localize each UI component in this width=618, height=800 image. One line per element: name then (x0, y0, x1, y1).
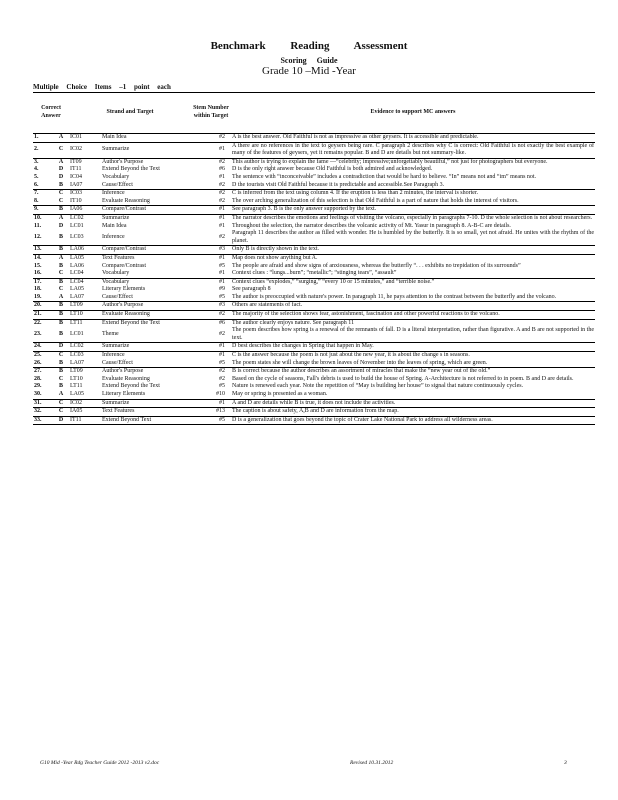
evidence-text: A is the best answer. Old Faithful is not as impressive as other geysers. It is accessible and predictable. (231, 134, 595, 143)
stem-number: #5 (191, 416, 231, 425)
stem-number: #5 (191, 294, 231, 302)
target-code: LC01 (70, 222, 84, 229)
table-row (33, 270, 595, 278)
question-number: 30. (33, 391, 53, 399)
correct-answer: D (58, 222, 64, 229)
stem-number: #2 (219, 158, 226, 165)
target-code: IT09 (70, 158, 82, 165)
correct-answer: B (58, 278, 63, 285)
evidence-text: The poem describes how spring is a renewal of the remnants of fall. D is a literal interpretation, rather than figurative. A and B are not supported in the text. (231, 327, 595, 343)
document-title: Benchmark Reading Assessment (210, 40, 408, 52)
correct-answer: B (53, 230, 69, 246)
strand-name: Cause/Effect (101, 182, 191, 190)
strand-name: Text Features (102, 254, 135, 261)
correct-answer: C (53, 408, 69, 417)
correct-answer: C (58, 286, 64, 293)
correct-answer: A (53, 294, 69, 302)
strand-name: Inference (102, 352, 125, 359)
header-correct-answer: Correct Answer (33, 93, 69, 134)
question-number: 32. (33, 408, 53, 417)
evidence-text: Only B is directly shown in the text. (231, 246, 595, 255)
scoring-table (33, 92, 595, 425)
stem-number: #5 (191, 360, 231, 368)
footer-filename: G10 Mid -Year Rdg Teacher Guide 2012 -2013 v2.doc (40, 760, 160, 766)
stem-number: #2 (191, 182, 231, 190)
strand-name: Author's Purpose (101, 302, 191, 311)
question-number: 15. (34, 262, 42, 269)
correct-answer: C (58, 190, 64, 197)
stem-number: #6 (219, 319, 226, 326)
table-header-row (33, 93, 595, 134)
document-subtitle: Scoring Guide (280, 56, 338, 65)
correct-answer: C (53, 270, 69, 278)
header-stem-number: Stem Number within Target (191, 93, 231, 134)
evidence-text: D is the only right answer because Old Faithful is both admired and acknowledged. (232, 166, 433, 173)
question-number: 31. (33, 399, 53, 408)
table-row (33, 214, 595, 222)
strand-name: Vocabulary (101, 270, 191, 278)
stem-number: #10 (191, 391, 231, 399)
target-code: LC04 (70, 278, 84, 285)
stem-number: #2 (191, 327, 231, 343)
stem-number: #1 (219, 214, 226, 221)
strand-name: Extend Beyond Text (101, 416, 191, 425)
strand-name: Extend Beyond the Text (102, 383, 160, 390)
question-number: 26. (33, 360, 53, 368)
evidence-text: The poem states she will change the brown leaves of November into the leaves of spring, which are green. (231, 360, 595, 368)
stem-number: #2 (191, 311, 231, 320)
table-row (33, 302, 595, 311)
target-code: LT09 (69, 302, 101, 311)
strand-name: Literary Elements (101, 391, 191, 399)
target-code: LC01 (69, 327, 101, 343)
evidence-text: The caption is about safety, A,B and D are information from the map. (231, 408, 595, 417)
stem-number: #2 (219, 368, 226, 375)
stem-number: #1 (219, 352, 226, 359)
question-number: 6. (33, 182, 53, 190)
question-number: 25. (34, 352, 42, 359)
correct-answer: B (58, 319, 63, 326)
stem-number: #2 (219, 190, 226, 197)
evidence-text: The majority of the selection shows fear, astonishment, fascination and other powerful reactions to the volcano. (231, 311, 595, 320)
evidence-text: B is correct because the author describes an assortment of miracles that make the “new year out of the old.” (232, 368, 491, 375)
question-number: 12. (33, 230, 53, 246)
evidence-text: Nature is renewed each year. Note the repetition of “May is building her house” to signal that nature continuously cycles. (232, 383, 524, 390)
correct-answer: B (53, 246, 69, 255)
evidence-text: The over arching generalization of this selection is that Old Faithful is a part of nature that holds the interest of visitors. (231, 198, 595, 206)
table-row (33, 286, 595, 294)
correct-answer: C (53, 142, 69, 158)
evidence-text: Context clues : “lungs...burn”; “metallic”; “stinging tears”, “assault” (231, 270, 595, 278)
correct-answer: C (58, 375, 64, 382)
footer-page-number: 3 (564, 760, 567, 766)
evidence-text: Context clues “explodes,” “surging,” “every 10 or 15 minutes,” and “terrible noise.” (232, 278, 435, 285)
table-row (33, 383, 595, 391)
correct-answer: B (58, 383, 63, 390)
table-row (33, 230, 595, 246)
evidence-text: A and D are details while B is true, it does not include the activities. (231, 399, 595, 408)
target-code: LC04 (69, 270, 101, 278)
correct-answer: D (58, 166, 64, 173)
correct-answer: B (53, 311, 69, 320)
stem-number: #1 (191, 399, 231, 408)
table-row (33, 399, 595, 408)
stem-number: #2 (191, 198, 231, 206)
strand-name: Author's Purpose (102, 368, 144, 375)
table-row (33, 360, 595, 368)
stem-number: #1 (219, 278, 226, 285)
stem-number: #1 (191, 270, 231, 278)
correct-answer: B (53, 327, 69, 343)
stem-number: #3 (191, 302, 231, 311)
correct-answer: B (53, 302, 69, 311)
target-code: IC02 (69, 399, 101, 408)
correct-answer: C (58, 352, 64, 359)
strand-name: Summarize (101, 142, 191, 158)
question-number: 17. (34, 278, 42, 285)
question-number: 7. (34, 190, 39, 197)
question-number: 28. (34, 375, 42, 382)
strand-name: Inference (101, 230, 191, 246)
evidence-text: Paragraph 11 describes the author as filled with wonder. He is humbled by the butterfly. It is so small, yet not afraid. He unites with the rhythm of the planet. (231, 230, 595, 246)
correct-answer: B (58, 262, 63, 269)
question-number: 3. (34, 158, 39, 165)
strand-name: Main Idea (101, 134, 191, 143)
evidence-text: The people are afraid and show signs of anxiousness, whereas the butterfly “. . . exhibits no trepidation of its surrounds” (232, 262, 521, 269)
evidence-text: C is the answer because the poem is not just about the new year, it is about the change s in seasons. (232, 352, 470, 359)
question-number: 16. (33, 270, 53, 278)
correct-answer: B (58, 368, 63, 375)
evidence-text: Throughout the selection, the narrator describes the volcanic activity of Mt. Yasur in paragraph 8. A-B-C are details. (232, 222, 511, 229)
evidence-text: This author is trying to explain the fame —“celebrity; impressive;unforgettably beautiful,” not just for photographers but everyone. (232, 158, 548, 165)
table-row (33, 142, 595, 158)
evidence-text: May or spring is presented as a woman. (231, 391, 595, 399)
stem-number: #1 (219, 222, 226, 229)
question-number: 29. (34, 383, 42, 390)
correct-answer: D (53, 343, 69, 352)
table-row (33, 206, 595, 215)
section-label: Multiple Choice Items –1 point each (33, 83, 171, 91)
target-code: LA06 (70, 262, 84, 269)
correct-answer: C (53, 399, 69, 408)
question-number: 24. (33, 343, 53, 352)
question-number: 11. (34, 222, 42, 229)
strand-name: Evaluate Reasoning (102, 375, 150, 382)
evidence-text: See paragraph 8 (232, 286, 271, 293)
question-number: 14. (34, 254, 42, 261)
stem-number: #2 (219, 375, 226, 382)
target-code: IT10 (69, 198, 101, 206)
table-row (33, 254, 595, 262)
grade-heading: Grade 10 –Mid -Year (262, 65, 356, 77)
target-code: LT11 (70, 319, 83, 326)
table-row (33, 408, 595, 417)
table-row (33, 166, 595, 174)
table-row (33, 134, 595, 143)
question-number: 13. (33, 246, 53, 255)
strand-name: Cause/Effect (101, 360, 191, 368)
correct-answer: A (58, 158, 64, 165)
target-code: IC02 (69, 142, 101, 158)
question-number: 4. (34, 166, 39, 173)
table-row (33, 416, 595, 425)
strand-name: Evaluate Reasoning (101, 311, 191, 320)
target-code: LC02 (69, 343, 101, 352)
stem-number: #1 (219, 173, 226, 180)
stem-number: #1 (191, 142, 231, 158)
strand-name: Vocabulary (102, 173, 130, 180)
table-row (33, 190, 595, 198)
header-evidence: Evidence to support MC answers (231, 93, 595, 134)
footer-revised: Revised 10.31.2012 (350, 760, 394, 766)
evidence-text: Based on the cycle of seasons, Fall's debris is used to build the house of Spring. A-Architecture is not referred to in poem. B and D are details. (232, 375, 574, 382)
question-number: 20. (33, 302, 53, 311)
table-row (33, 278, 595, 286)
strand-name: Literary Elements (102, 286, 146, 293)
correct-answer: C (53, 198, 69, 206)
question-number: 27. (34, 368, 42, 375)
target-code: LT10 (69, 311, 101, 320)
target-code: IA07 (69, 182, 101, 190)
strand-name: Cause/Effect (101, 294, 191, 302)
correct-answer: D (53, 416, 69, 425)
evidence-text: The author is preoccupied with nature's power. In paragraph 11, he pays attention to the contrast between the butterfly and the volcano. (231, 294, 595, 302)
strand-name: Extend Beyond the Text (102, 319, 160, 326)
target-code: IT11 (69, 416, 101, 425)
strand-name: Vocabulary (102, 278, 130, 285)
target-code: IC04 (70, 173, 82, 180)
stem-number: #13 (191, 408, 231, 417)
target-code: LC03 (70, 352, 84, 359)
strand-name: Theme (101, 327, 191, 343)
correct-answer: A (58, 214, 64, 221)
strand-name: Main Idea (102, 222, 127, 229)
stem-number: #5 (219, 262, 226, 269)
target-code: IC03 (70, 190, 82, 197)
correct-answer: B (53, 206, 69, 215)
correct-answer: A (53, 134, 69, 143)
strand-name: Evaluate Reasoning (101, 198, 191, 206)
target-code: LT11 (70, 383, 83, 390)
evidence-text: D is a generalization that goes beyond the topic of Crater Lake National Park to address all wilderness areas. (231, 416, 595, 425)
evidence-text: C is inferred from the text using column 4. If the eruption is less than 2 minutes, the interval is shorter. (232, 190, 479, 197)
strand-name: Compare/Contrast (102, 262, 146, 269)
target-code: LC02 (70, 214, 84, 221)
stem-number: #1 (191, 206, 231, 215)
evidence-text: The narrator describes the emotions and feelings of visiting the volcano, especially in paragraphs 7-10. D the whole selection is not about researchers. (232, 214, 593, 221)
target-code: LA05 (70, 254, 84, 261)
question-number: 21. (33, 311, 53, 320)
target-code: LT10 (70, 375, 83, 382)
table-row (33, 343, 595, 352)
table-row (33, 294, 595, 302)
table-row (33, 391, 595, 399)
evidence-text: D the tourists visit Old Faithful because it is predictable and accessible.See Paragraph 3. (231, 182, 595, 190)
stem-number: #1 (191, 343, 231, 352)
target-code: IA06 (69, 206, 101, 215)
table-row (33, 198, 595, 206)
table-row (33, 182, 595, 190)
target-code: IT11 (70, 166, 82, 173)
target-code: LA07 (69, 294, 101, 302)
question-number: 5. (34, 173, 39, 180)
target-code: LA05 (70, 286, 84, 293)
evidence-text: A there are no references in the text to geysers being rare. C paragraph 2 describes why C is correct: Old Faithful is not exactly the best example of many of the features of geysers, yet it remains popular. B and D are details but not summary-like. (231, 142, 595, 158)
question-number: 2. (33, 142, 53, 158)
question-number: 33. (33, 416, 53, 425)
correct-answer: A (53, 391, 69, 399)
table-row (33, 352, 595, 360)
stem-number: #9 (219, 286, 226, 293)
header-strand-target: Strand and Target (69, 93, 191, 134)
table-row (33, 174, 595, 182)
question-number: 8. (33, 198, 53, 206)
table-row (33, 223, 595, 231)
stem-number: #2 (191, 134, 231, 143)
question-number: 1. (33, 134, 53, 143)
stem-number: #5 (219, 383, 226, 390)
evidence-text: Map does not show anything but A. (232, 254, 318, 261)
evidence-text: The author clearly enjoys nature. See paragraph 11 (232, 319, 355, 326)
target-code: LA06 (69, 246, 101, 255)
stem-number: #3 (191, 246, 231, 255)
evidence-text: Others are statements of fact. (231, 302, 595, 311)
question-number: 10. (34, 214, 42, 221)
question-number: 23. (33, 327, 53, 343)
evidence-text: The sentence with “inconceivable” includes a contradiction that would be hard to believe. “In” means not and “im” means not. (232, 173, 537, 180)
strand-name: Text Features (101, 408, 191, 417)
strand-name: Compare/Contrast (101, 206, 191, 215)
target-code: LA05 (69, 391, 101, 399)
strand-name: Author's Purpose (102, 158, 144, 165)
target-code: IC01 (69, 134, 101, 143)
question-number: 18. (34, 286, 42, 293)
target-code: LC03 (69, 230, 101, 246)
evidence-text: D best describes the changes in Spring that happen in May. (231, 343, 595, 352)
strand-name: Inference (102, 190, 125, 197)
stem-number: #1 (219, 254, 226, 261)
correct-answer: A (58, 254, 64, 261)
strand-name: Summarize (101, 343, 191, 352)
strand-name: Summarize (101, 399, 191, 408)
table-row (33, 263, 595, 271)
correct-answer: D (58, 173, 64, 180)
target-code: LT09 (70, 368, 83, 375)
table-row (33, 368, 595, 376)
evidence-text: See paragraph 3. B is the only answer supported by the text. (231, 206, 595, 215)
stem-number: #2 (191, 230, 231, 246)
question-number: 9. (33, 206, 53, 215)
stem-number: #6 (219, 166, 226, 173)
question-number: 19. (33, 294, 53, 302)
correct-answer: B (53, 182, 69, 190)
strand-name: Summarize (102, 214, 130, 221)
table-row (33, 311, 595, 320)
target-code: LA07 (69, 360, 101, 368)
correct-answer: B (53, 360, 69, 368)
question-number: 22. (34, 319, 42, 326)
table-row (33, 246, 595, 255)
strand-name: Extend Beyond the Text (102, 166, 160, 173)
table-row (33, 327, 595, 343)
strand-name: Compare/Contrast (101, 246, 191, 255)
target-code: IA05 (69, 408, 101, 417)
